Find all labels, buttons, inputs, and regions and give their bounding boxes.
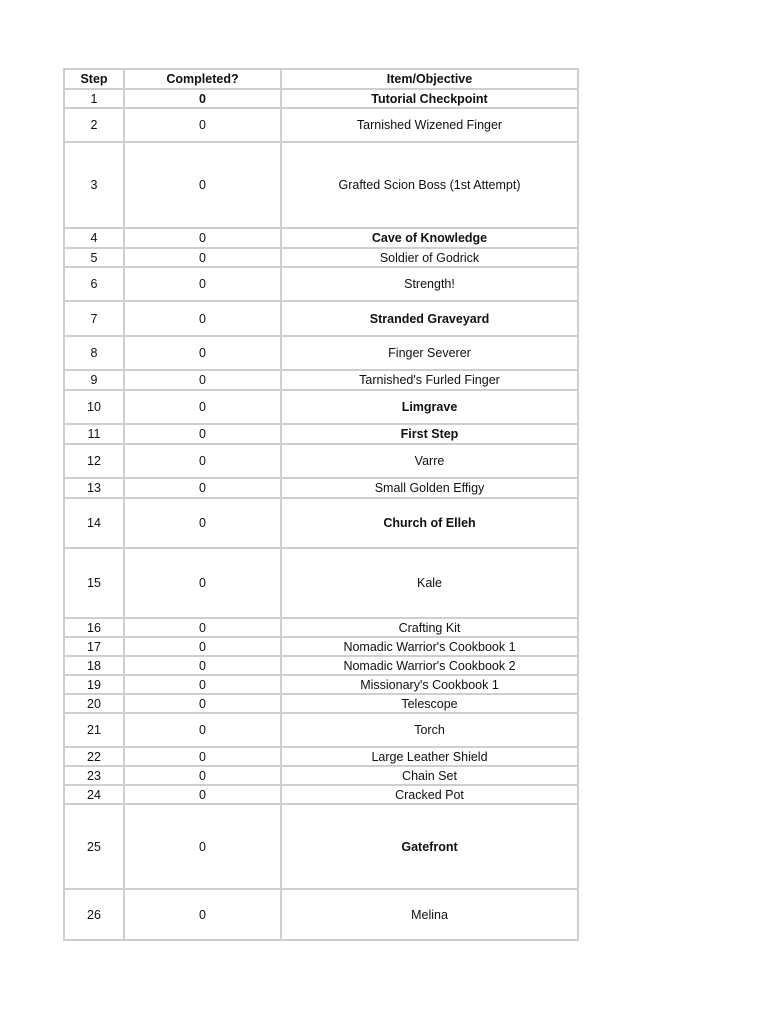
item-cell: Cave of Knowledge <box>281 228 578 248</box>
completed-cell: 0 <box>124 498 281 548</box>
item-cell: Telescope <box>281 694 578 713</box>
item-cell: Varre <box>281 444 578 478</box>
table-row <box>64 336 578 370</box>
item-cell: Large Leather Shield <box>281 747 578 766</box>
completed-cell: 0 <box>124 267 281 301</box>
step-cell: 12 <box>64 444 124 478</box>
table-row <box>64 228 578 248</box>
table-row <box>64 248 578 267</box>
completed-cell: 0 <box>124 228 281 248</box>
completed-cell: 0 <box>124 89 281 108</box>
item-cell: Torch <box>281 713 578 747</box>
item-cell: Small Golden Effigy <box>281 478 578 498</box>
step-cell: 9 <box>64 370 124 390</box>
item-cell: First Step <box>281 424 578 444</box>
item-cell: Tutorial Checkpoint <box>281 89 578 108</box>
step-cell: 4 <box>64 228 124 248</box>
completed-cell: 0 <box>124 142 281 228</box>
step-cell: 7 <box>64 301 124 336</box>
table-row <box>64 89 578 108</box>
item-cell: Melina <box>281 889 578 940</box>
step-cell: 5 <box>64 248 124 267</box>
completed-cell: 0 <box>124 713 281 747</box>
table-row <box>64 301 578 336</box>
table-row <box>64 618 578 637</box>
table-row <box>64 694 578 713</box>
step-cell: 6 <box>64 267 124 301</box>
step-column-header: Step <box>64 69 124 89</box>
table-row <box>64 548 578 618</box>
step-cell: 25 <box>64 804 124 889</box>
completed-cell: 0 <box>124 370 281 390</box>
item-cell: Crafting Kit <box>281 618 578 637</box>
item-column-header: Item/Objective <box>281 69 578 89</box>
completed-cell: 0 <box>124 675 281 694</box>
table-body <box>64 89 578 940</box>
step-cell: 18 <box>64 656 124 675</box>
completed-cell: 0 <box>124 478 281 498</box>
step-cell: 1 <box>64 89 124 108</box>
step-cell: 22 <box>64 747 124 766</box>
table-row <box>64 785 578 804</box>
completed-cell: 0 <box>124 766 281 785</box>
item-cell: Limgrave <box>281 390 578 424</box>
completed-cell: 0 <box>124 444 281 478</box>
table-row <box>64 637 578 656</box>
item-cell: Cracked Pot <box>281 785 578 804</box>
table-row <box>64 108 578 142</box>
completed-cell: 0 <box>124 248 281 267</box>
step-cell: 24 <box>64 785 124 804</box>
completed-cell: 0 <box>124 618 281 637</box>
table-row <box>64 267 578 301</box>
step-cell: 15 <box>64 548 124 618</box>
completed-cell: 0 <box>124 424 281 444</box>
step-cell: 20 <box>64 694 124 713</box>
completed-cell: 0 <box>124 747 281 766</box>
table-row <box>64 889 578 940</box>
item-cell: Missionary's Cookbook 1 <box>281 675 578 694</box>
step-cell: 16 <box>64 618 124 637</box>
item-cell: Kale <box>281 548 578 618</box>
completed-cell: 0 <box>124 804 281 889</box>
step-cell: 11 <box>64 424 124 444</box>
table-row <box>64 804 578 889</box>
table-row <box>64 675 578 694</box>
completed-cell: 0 <box>124 108 281 142</box>
step-cell: 23 <box>64 766 124 785</box>
completed-column-header: Completed? <box>124 69 281 89</box>
item-cell: Finger Severer <box>281 336 578 370</box>
step-cell: 13 <box>64 478 124 498</box>
completed-cell: 0 <box>124 694 281 713</box>
completed-cell: 0 <box>124 301 281 336</box>
item-cell: Church of Elleh <box>281 498 578 548</box>
step-cell: 21 <box>64 713 124 747</box>
table-row <box>64 766 578 785</box>
step-cell: 8 <box>64 336 124 370</box>
item-cell: Tarnished Wizened Finger <box>281 108 578 142</box>
table-row <box>64 747 578 766</box>
item-cell: Grafted Scion Boss (1st Attempt) <box>281 142 578 228</box>
header-row <box>64 69 578 89</box>
table-row <box>64 656 578 675</box>
table-row <box>64 498 578 548</box>
completed-cell: 0 <box>124 656 281 675</box>
step-cell: 10 <box>64 390 124 424</box>
completed-cell: 0 <box>124 785 281 804</box>
item-cell: Nomadic Warrior's Cookbook 2 <box>281 656 578 675</box>
item-cell: Soldier of Godrick <box>281 248 578 267</box>
item-cell: Stranded Graveyard <box>281 301 578 336</box>
step-cell: 26 <box>64 889 124 940</box>
completed-cell: 0 <box>124 889 281 940</box>
step-cell: 19 <box>64 675 124 694</box>
completed-cell: 0 <box>124 637 281 656</box>
item-cell: Nomadic Warrior's Cookbook 1 <box>281 637 578 656</box>
step-cell: 17 <box>64 637 124 656</box>
table-row <box>64 390 578 424</box>
checklist-table <box>63 68 579 941</box>
item-cell: Gatefront <box>281 804 578 889</box>
table-row <box>64 424 578 444</box>
item-cell: Chain Set <box>281 766 578 785</box>
table-row <box>64 444 578 478</box>
table-row <box>64 142 578 228</box>
step-cell: 14 <box>64 498 124 548</box>
completed-cell: 0 <box>124 548 281 618</box>
step-cell: 3 <box>64 142 124 228</box>
completed-cell: 0 <box>124 390 281 424</box>
item-cell: Strength! <box>281 267 578 301</box>
table-row <box>64 370 578 390</box>
item-cell: Tarnished's Furled Finger <box>281 370 578 390</box>
completed-cell: 0 <box>124 336 281 370</box>
step-cell: 2 <box>64 108 124 142</box>
table-row <box>64 713 578 747</box>
table-row <box>64 478 578 498</box>
